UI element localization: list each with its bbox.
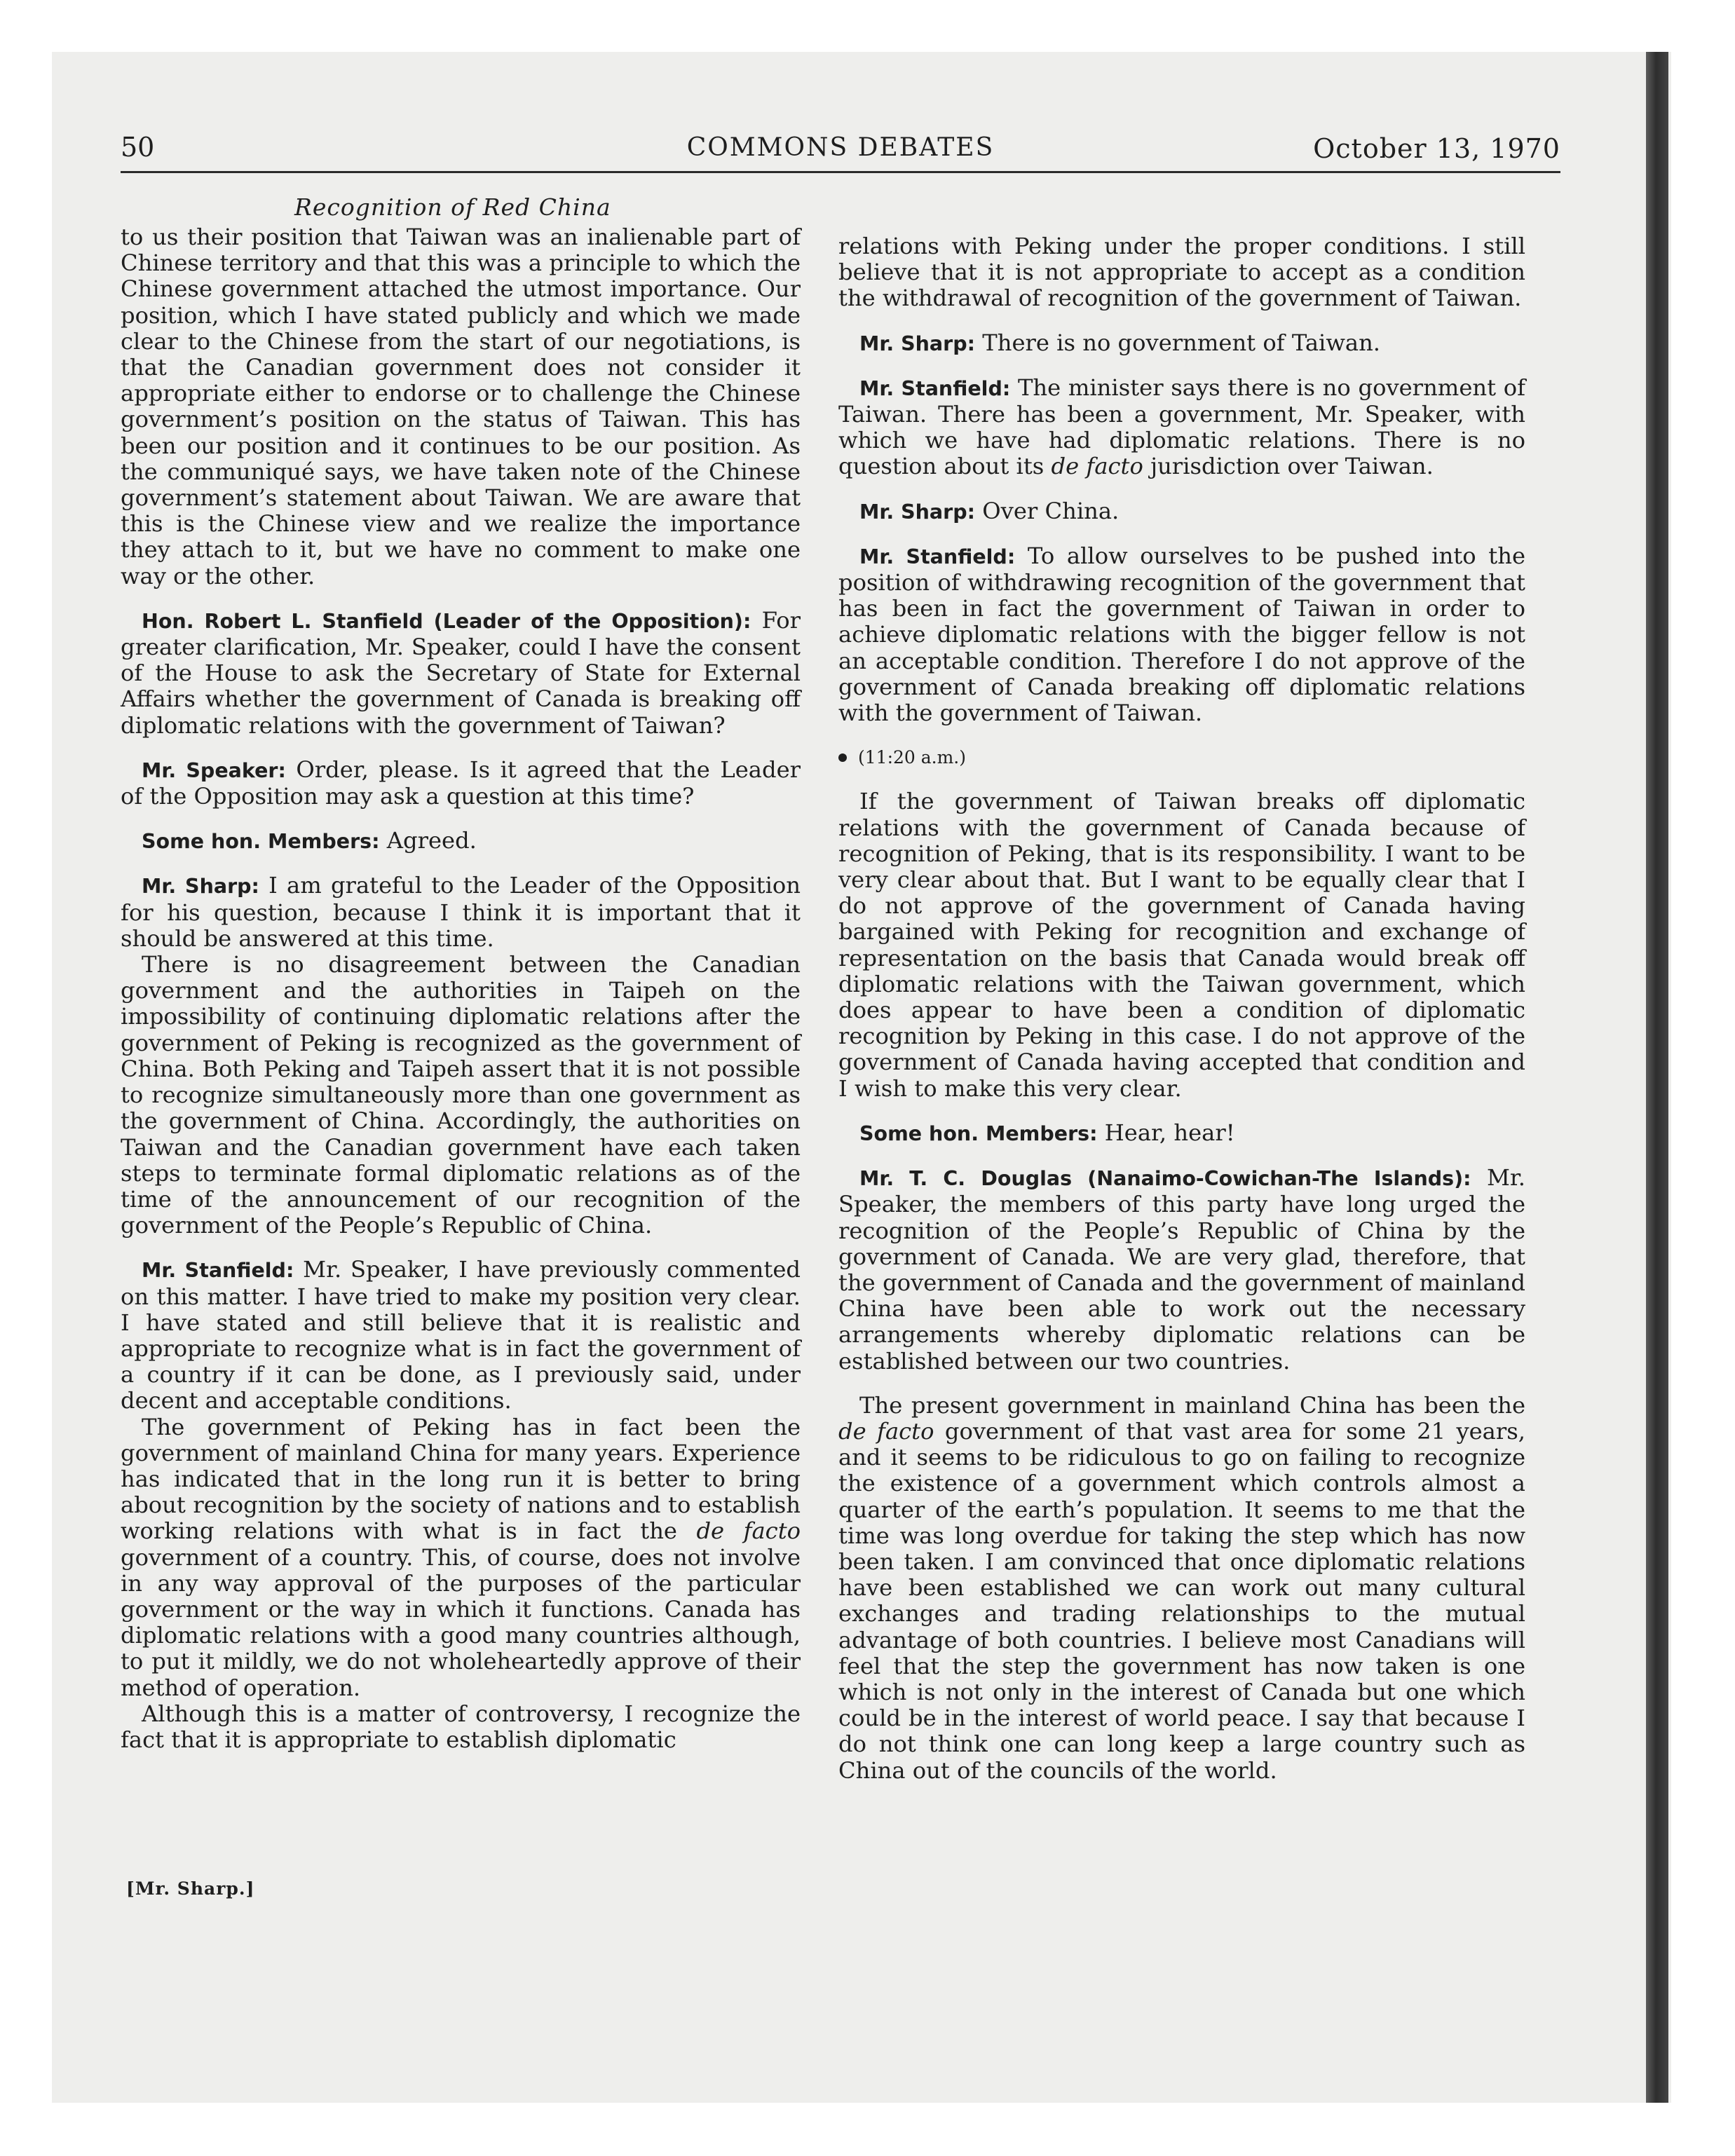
italic-term: de facto <box>1051 453 1143 480</box>
paragraph <box>121 608 801 739</box>
paragraph <box>838 543 1525 726</box>
speaker-name: Mr. Stanfield: <box>142 1259 294 1283</box>
paragraph <box>121 757 801 810</box>
binding-edge <box>1646 52 1668 2103</box>
speaker-name: Mr. Stanfield: <box>859 545 1016 568</box>
speaker-name: Mr. Sharp: <box>859 500 976 524</box>
paragraph: The government of Peking has in fact been the government of mainland China for many years. Experience has indicated that in the long run it is better to bring about recognition by the society of nations and to establish working relations with what is in fact the de facto government of a country. This, of course, does not involve in any way approval of the purposes of the particular government or the way in which it functions. Canada has diplomatic relations with a good many countries although, to put it mildly, we do not wholeheartedly approve of their method of operation. <box>121 1413 801 1701</box>
bullet-icon <box>838 753 847 762</box>
speaker-name: Mr. Sharp: <box>859 332 976 355</box>
paragraph: If the government of Taiwan breaks off diplomatic relations with the government of Canada because of recognition of Peking, that is its responsibility. I want to be very clear about that. But I want to be equally clear that I do not approve of the government of Canada having bargained with Peking for recognition and exchange of representation on the basis that Canada would break off diplomatic relations with the Taiwan government, which does appear to have been a condition of diplomatic recognition by Peking in this case. I do not approve of the government of Canada having accepted that condition and I wish to make this very clear. <box>838 788 1525 1102</box>
speech-text: For greater clarification, Mr. Speaker, could I have the consent of the House to ask the Secretary of State for External Affairs whether the government of Canada is breaking off diplomatic relations with the government of Taiwan? <box>121 606 801 739</box>
italic-term: de facto <box>838 1417 934 1445</box>
header-date: October 13, 1970 <box>1313 133 1560 164</box>
speech-text: There is no government of Taiwan. <box>982 329 1381 356</box>
speaker-name: Mr. Stanfield: <box>859 376 1011 400</box>
speaker-name: Some hon. Members: <box>859 1121 1098 1145</box>
speech-text: To allow ourselves to be pushed into the position of withdrawing recognition of the government that has been in fact the government of Taiwan in order to achieve diplomatic relations with the bigger fellow is not an acceptable condition. Therefore I do not approve of the government of Canada breaking off diplomatic relations with the government of Taiwan. <box>838 542 1525 727</box>
paragraph: The present government in mainland China has been the de facto government of that vast area for some 21 years, and it seems to be ridiculous to go on failing to recognize the existence of a government which controls almost a quarter of the earth’s population. It seems to me that the time was long overdue for taking the step which has now been taken. I am convinced that once diplomatic relations have been established we can work out many cultural exchanges and trading relationships to the mutual advantage of both countries. I believe most Canadians will feel that the step the government has now taken is one which is not only in the interest of Canada but one which could be in the interest of world peace. I say that because I do not think one can long keep a large country such as China out of the councils of the world. <box>838 1391 1525 1784</box>
speech-text: I am grateful to the Leader of the Opposition for his question, because I think it is important that it should be answered at this time. <box>121 872 801 952</box>
speech-text: Over China. <box>982 497 1120 524</box>
paragraph <box>838 1120 1525 1147</box>
speaker-footer-tag: [Mr. Sharp.] <box>126 1878 255 1899</box>
paragraph: There is no disagreement between the Canadian government and the authorities in Taipeh on the impossibility of continuing diplomatic relations after the government of Peking is recognized as the government of China. Both Peking and Taipeh assert that it is not possible to recognize simultaneously more than one government as the government of China. Accordingly, the authorities on Taiwan and the Canadian government have each taken steps to terminate formal diplomatic relations as of the time of the announcement of our recognition of the government of the People’s Republic of China. <box>121 951 801 1239</box>
page-number: 50 <box>121 132 155 163</box>
paragraph <box>838 330 1525 357</box>
paragraph: to us their position that Taiwan was an inalienable part of Chinese territory and that this was a principle to which the Chinese government attached the utmost importance. Our position, which I have stated publicly and which we made clear to the Chinese from the start of our negotiations, is that the Canadian government does not consider it appropriate either to endorse or to challenge the Chinese government’s position on the status of Taiwan. This has been our position and it continues to be our position. As the communiqué says, we have taken note of the Chinese government’s statement about Taiwan. We are aware that this is the Chinese view and we realize the importance they attach to it, but we have no comment to make one way or the other. <box>121 224 801 589</box>
speech-text: Agreed. <box>386 827 477 854</box>
right-column <box>838 233 1525 1784</box>
speech-text: Hear, hear! <box>1104 1119 1235 1146</box>
paragraph <box>121 873 801 952</box>
speaker-name: Mr. Sharp: <box>142 875 259 899</box>
speaker-name: Some hon. Members: <box>142 830 380 854</box>
timestamp: (11:20 a.m.) <box>838 744 1525 770</box>
running-head: COMMONS DEBATES <box>686 133 995 162</box>
paragraph <box>121 828 801 854</box>
page-header <box>121 132 1560 173</box>
speech-text: Mr. Speaker, the members of this party have long urged the recognition of the People’s Republic of China by the government of Canada. We are very glad, therefore, that the government of Canada and the government of mainland China have been able to work out the necessary arrangements whereby diplomatic relations can be established between our two countries. <box>838 1164 1525 1374</box>
paragraph <box>838 1165 1525 1374</box>
speech-text: Order, please. Is it agreed that the Leader of the Opposition may ask a question at this time? <box>121 756 801 810</box>
paragraph: Although this is a matter of controversy, I recognize the fact that it is appropriate to establish diplomatic <box>121 1700 801 1753</box>
speaker-name: Mr. T. C. Douglas (Nanaimo-Cowichan-The Islands): <box>859 1167 1471 1191</box>
speaker-name: Hon. Robert L. Stanfield (Leader of the Opposition): <box>142 609 751 633</box>
paragraph: relations with Peking under the proper conditions. I still believe that it is not appropriate to accept as a condition the withdrawal of recognition of the government of Taiwan. <box>838 233 1525 312</box>
italic-term: de facto <box>696 1517 801 1545</box>
paragraph <box>838 498 1525 525</box>
left-column <box>121 224 801 1753</box>
section-subheading: Recognition of Red China <box>294 193 611 221</box>
paragraph: Mr. Stanfield: The minister says there is no government of Taiwan. There has been a government, Mr. Speaker, with which we have had diplomatic relations. There is no question about its de facto jurisdiction over Taiwan. <box>838 374 1526 480</box>
paragraph <box>121 1257 801 1414</box>
speech-text: Mr. Speaker, I have previously commented on this matter. I have tried to make my position very clear. I have stated and still believe that it is realistic and appropriate to recognize what is in fact the government of a country if it can be done, as I previously said, under decent and acceptable conditions. <box>121 1256 801 1414</box>
speaker-name: Mr. Speaker: <box>142 758 286 782</box>
